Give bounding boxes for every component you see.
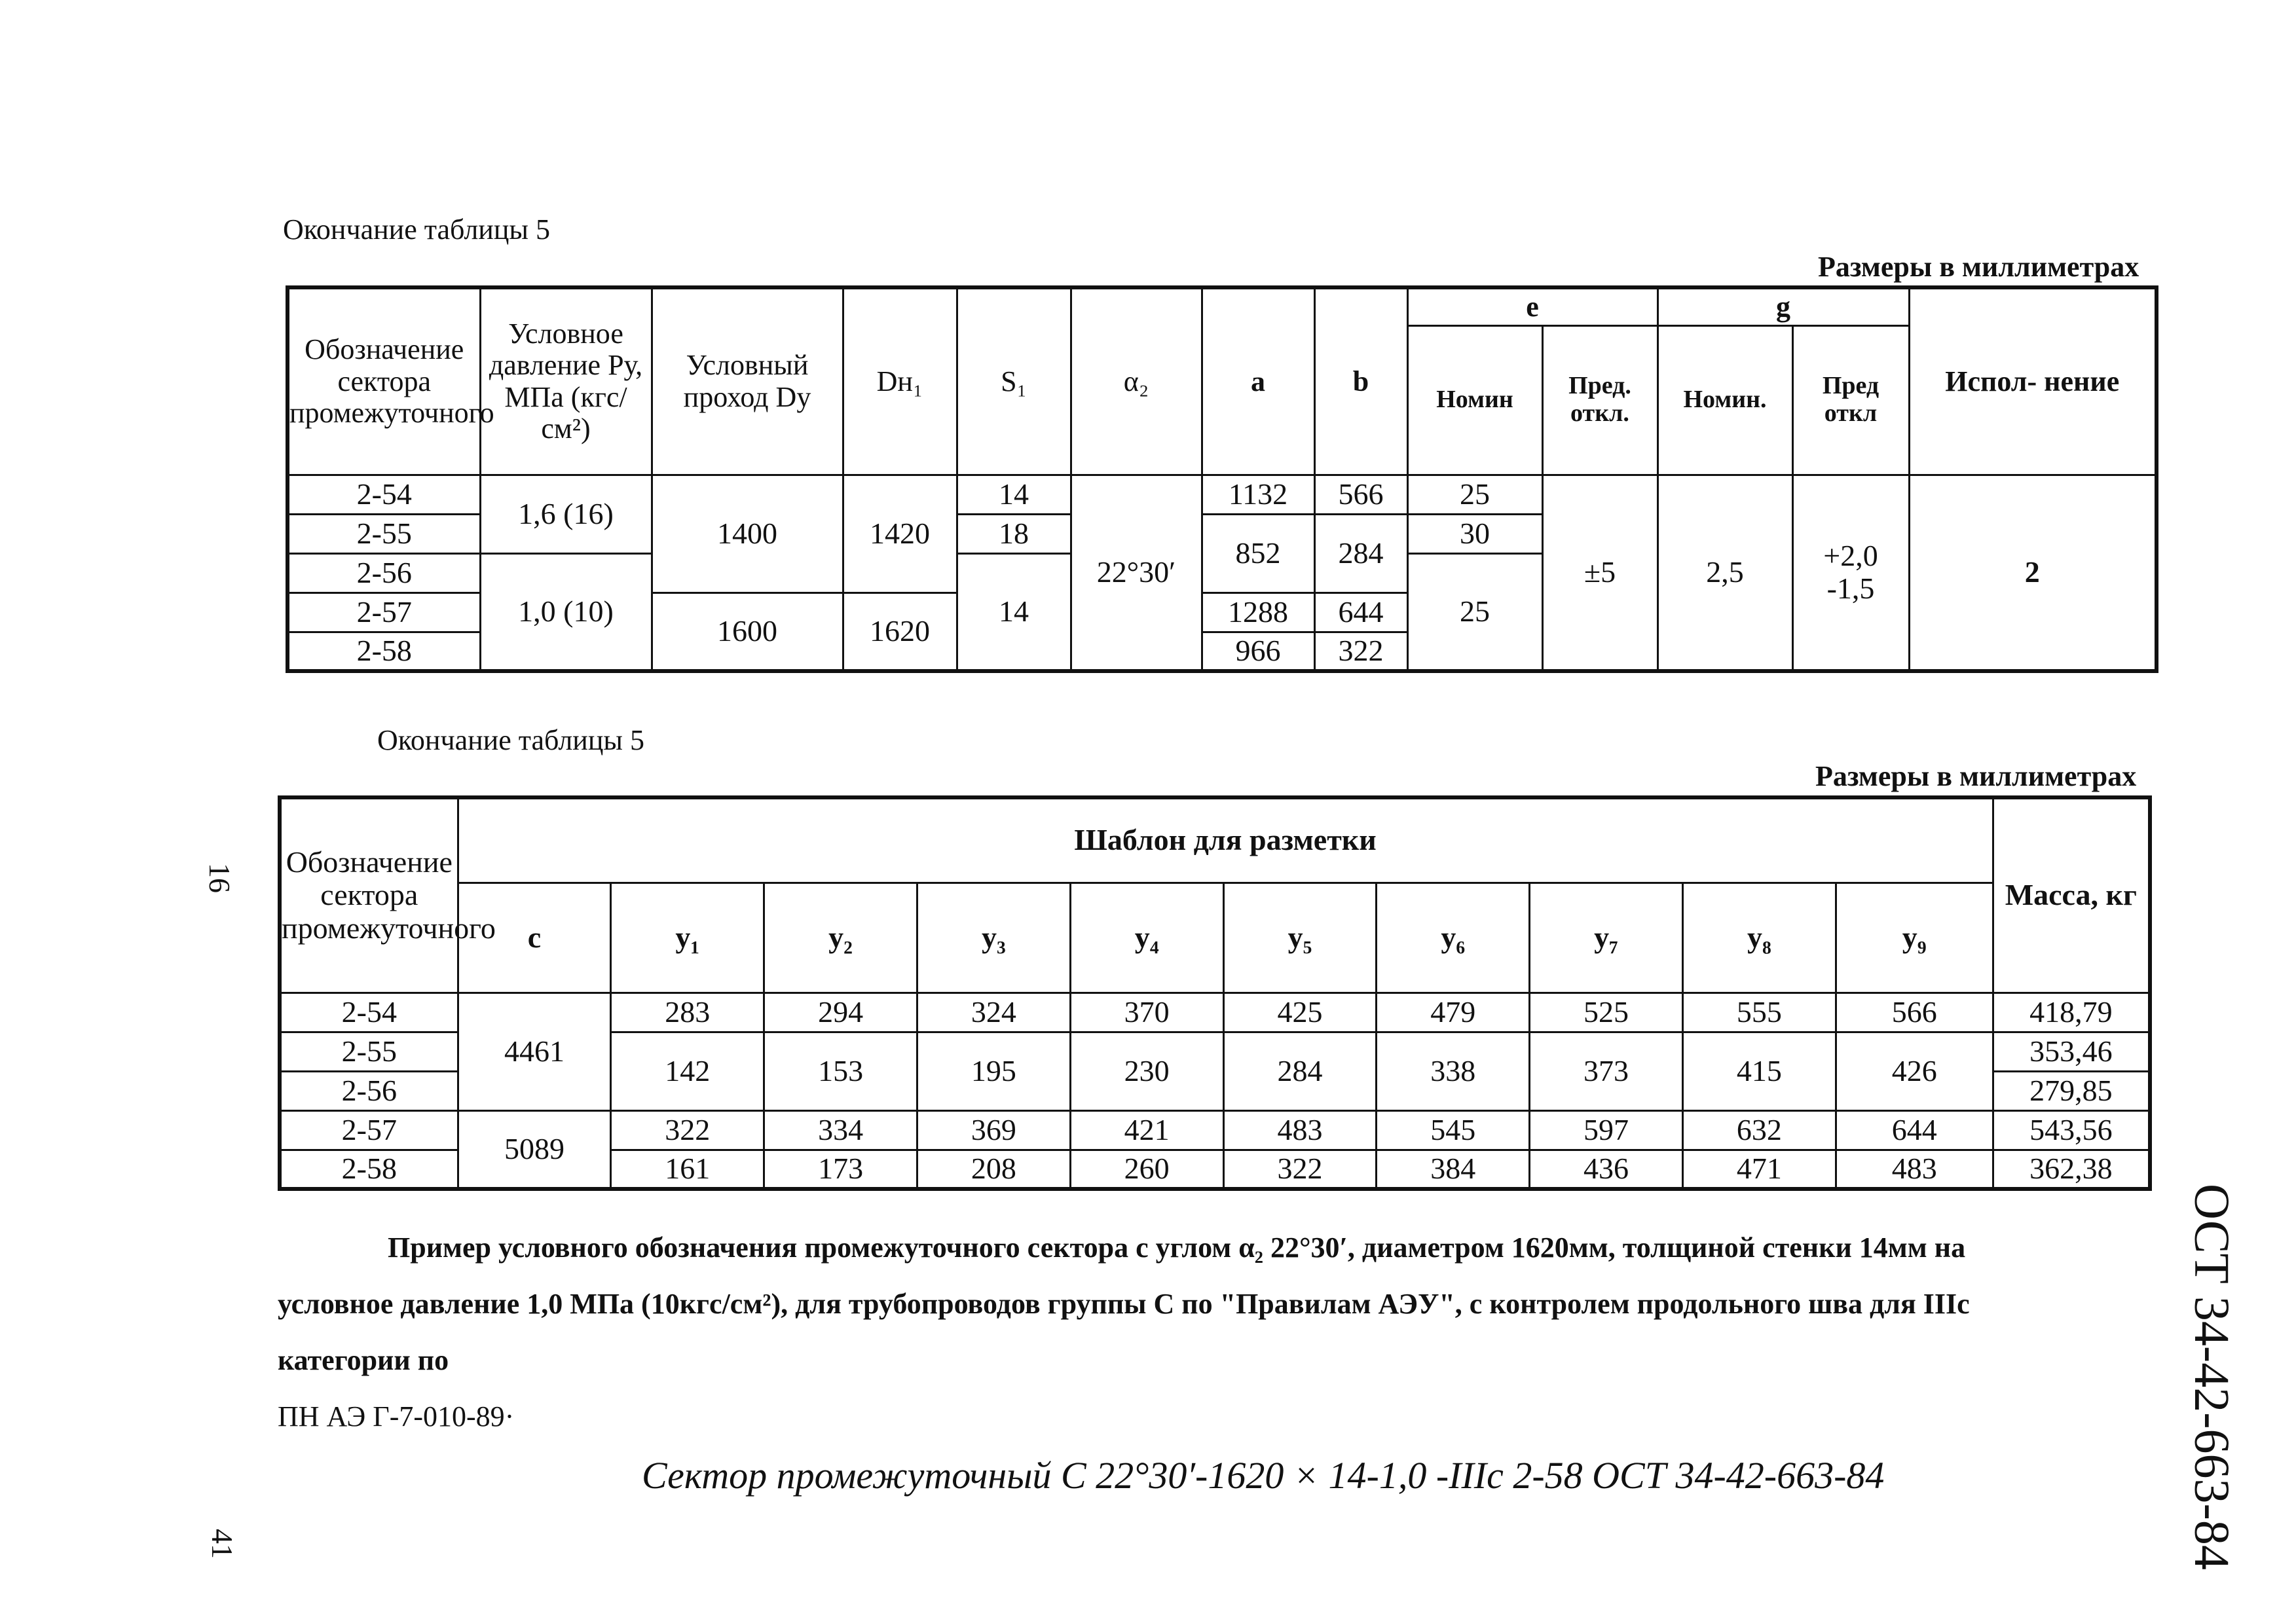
table2-caption: Окончание таблицы 5 (377, 724, 644, 756)
t1-e-nom: 25 (1407, 553, 1542, 671)
t1-header-dh: Dн₁ (843, 287, 957, 475)
t1-s: 14 (957, 475, 1071, 514)
t1-designation: 2-57 (287, 593, 480, 632)
t2-mass: 362,38 (1993, 1150, 2150, 1189)
t1-s: 14 (957, 553, 1071, 671)
t1-header-e-dev: Пред. откл. (1542, 325, 1657, 475)
table2-units: Размеры в миллиметрах (1815, 760, 2137, 792)
t2-y: 545 (1377, 1110, 1530, 1150)
t2-y: 195 (917, 1032, 1070, 1110)
t1-passage: 1600 (652, 593, 843, 671)
t1-alpha: 22°30′ (1071, 475, 1202, 671)
table-row (280, 1110, 2150, 1150)
t2-y: 324 (917, 993, 1070, 1032)
t2-c: 5089 (458, 1110, 611, 1189)
t2-y: 294 (764, 993, 917, 1032)
t2-mass: 418,79 (1993, 993, 2150, 1032)
t2-y: 370 (1070, 993, 1223, 1032)
t2-header-y7: y₇ (1530, 883, 1683, 993)
t1-b: 644 (1314, 593, 1407, 632)
t1-b: 284 (1314, 514, 1407, 593)
t1-b: 322 (1314, 632, 1407, 671)
document-code: ОСТ 34-42-663-84 (2184, 1184, 2239, 1570)
t2-y: 632 (1682, 1110, 1836, 1150)
t1-pressure: 1,6 (16) (480, 475, 652, 553)
t2-y: 334 (764, 1110, 917, 1150)
t1-e-nom: 30 (1407, 514, 1542, 553)
t1-g-dev-bottom: -1,5 (1826, 572, 1875, 606)
t2-y: 260 (1070, 1150, 1223, 1189)
t2-y: 384 (1377, 1150, 1530, 1189)
t2-y: 597 (1530, 1110, 1683, 1150)
t1-s: 18 (957, 514, 1071, 553)
note-line-4: ПН АЭ Г-7-010-89· (278, 1400, 515, 1432)
t1-designation: 2-55 (287, 514, 480, 553)
t2-mass: 279,85 (1993, 1071, 2150, 1110)
t2-designation: 2-58 (280, 1150, 458, 1189)
t2-header-y5: y₅ (1223, 883, 1377, 993)
t1-g-dev (1792, 475, 1909, 671)
t2-header-designation: Обозначение сектора промежуточного (280, 797, 458, 993)
t2-mass: 353,46 (1993, 1032, 2150, 1071)
t2-y: 421 (1070, 1110, 1223, 1150)
t2-y: 322 (611, 1110, 764, 1150)
page-number-bottom: 41 (206, 1529, 239, 1559)
t2-y: 161 (611, 1150, 764, 1189)
note-line-1: Пример условного обозначения промежуточного сектора с углом α₂ 22°30′, диаметром 1620мм, толщиной стенки 14мм на (388, 1231, 1966, 1264)
t1-header-e-nom: Номин (1407, 325, 1542, 475)
t2-y: 283 (611, 993, 764, 1032)
t1-a: 1132 (1202, 475, 1314, 514)
t2-y: 479 (1377, 993, 1530, 1032)
t2-y: 426 (1836, 1032, 1993, 1110)
table1-units: Размеры в миллиметрах (1818, 251, 2139, 283)
t2-header-mass: Масса, кг (1993, 797, 2150, 993)
t1-header-e: e (1407, 287, 1657, 325)
t2-designation: 2-57 (280, 1110, 458, 1150)
t2-y: 369 (917, 1110, 1070, 1150)
t1-header-version: Испол- нение (1909, 287, 2157, 475)
t2-designation: 2-55 (280, 1032, 458, 1071)
t2-y: 436 (1530, 1150, 1683, 1189)
t2-y: 415 (1682, 1032, 1836, 1110)
t2-header-y2: y₂ (764, 883, 917, 993)
t1-b: 566 (1314, 475, 1407, 514)
t1-a: 852 (1202, 514, 1314, 593)
t1-header-g: g (1657, 287, 1909, 325)
t1-designation: 2-56 (287, 553, 480, 593)
t2-y: 471 (1682, 1150, 1836, 1189)
table-row (280, 993, 2150, 1032)
table2 (278, 795, 2152, 1191)
t1-header-a: a (1202, 287, 1314, 475)
t2-header-y9: y₉ (1836, 883, 1993, 993)
t2-header-y3: y₃ (917, 883, 1070, 993)
t1-pressure: 1,0 (10) (480, 553, 652, 671)
t1-designation: 2-58 (287, 632, 480, 671)
t1-header-g-dev: Пред откл (1792, 325, 1909, 475)
t2-y: 284 (1223, 1032, 1377, 1110)
t1-header-passage: Условный проход Dу (652, 287, 843, 475)
t2-mass: 543,56 (1993, 1110, 2150, 1150)
t1-dh: 1420 (843, 475, 957, 593)
t1-header-pressure: Условное давление Ру, МПа (кгс/см²) (480, 287, 652, 475)
t1-header-s: S₁ (957, 287, 1071, 475)
t2-header-y6: y₆ (1377, 883, 1530, 993)
t1-header-alpha: α₂ (1071, 287, 1202, 475)
t2-header-y4: y₄ (1070, 883, 1223, 993)
t1-e-dev: ±5 (1542, 475, 1657, 671)
t1-version: 2 (1909, 475, 2157, 671)
t2-header-template: Шаблон для разметки (458, 797, 1993, 883)
table1-caption: Окончание таблицы 5 (283, 213, 550, 246)
t2-header-c: c (458, 883, 611, 993)
page-number-top: 16 (203, 863, 236, 893)
t2-header-y8: y₈ (1682, 883, 1836, 993)
t2-y: 322 (1223, 1150, 1377, 1189)
t2-y: 338 (1377, 1032, 1530, 1110)
t1-e-nom: 25 (1407, 475, 1542, 514)
t1-passage: 1400 (652, 475, 843, 593)
t2-c: 4461 (458, 993, 611, 1110)
t2-y: 483 (1836, 1150, 1993, 1189)
t2-y: 173 (764, 1150, 917, 1189)
t2-y: 230 (1070, 1032, 1223, 1110)
note-line-3: категории по (278, 1344, 449, 1376)
t2-header-y1: y₁ (611, 883, 764, 993)
t1-designation: 2-54 (287, 475, 480, 514)
t2-y: 425 (1223, 993, 1377, 1032)
t1-header-b: b (1314, 287, 1407, 475)
t1-a: 966 (1202, 632, 1314, 671)
t1-header-g-nom: Номин. (1657, 325, 1792, 475)
t1-g-nom: 2,5 (1657, 475, 1792, 671)
note-line-2: условное давление 1,0 МПа (10кгс/см²), для трубопроводов группы С по "Правилам АЭУ", с контролем продольного шва для IIIс (278, 1288, 1970, 1320)
t1-header-designation: Обозначение сектора промежуточного (287, 287, 480, 475)
t1-a: 1288 (1202, 593, 1314, 632)
t2-designation: 2-54 (280, 993, 458, 1032)
t1-g-dev-top: +2,0 (1823, 538, 1878, 572)
t2-y: 208 (917, 1150, 1070, 1189)
t2-y: 525 (1530, 993, 1683, 1032)
t2-y: 483 (1223, 1110, 1377, 1150)
t2-y: 373 (1530, 1032, 1683, 1110)
t2-y: 555 (1682, 993, 1836, 1032)
t2-y: 142 (611, 1032, 764, 1110)
t1-dh: 1620 (843, 593, 957, 671)
t2-designation: 2-56 (280, 1071, 458, 1110)
t2-y: 566 (1836, 993, 1993, 1032)
example-designation: Сектор промежуточный С 22°30′-1620 × 14-1,0 -IIIс 2-58 ОСТ 34-42-663-84 (642, 1454, 1885, 1497)
t2-y: 644 (1836, 1110, 1993, 1150)
table1 (286, 285, 2158, 673)
t2-y: 153 (764, 1032, 917, 1110)
